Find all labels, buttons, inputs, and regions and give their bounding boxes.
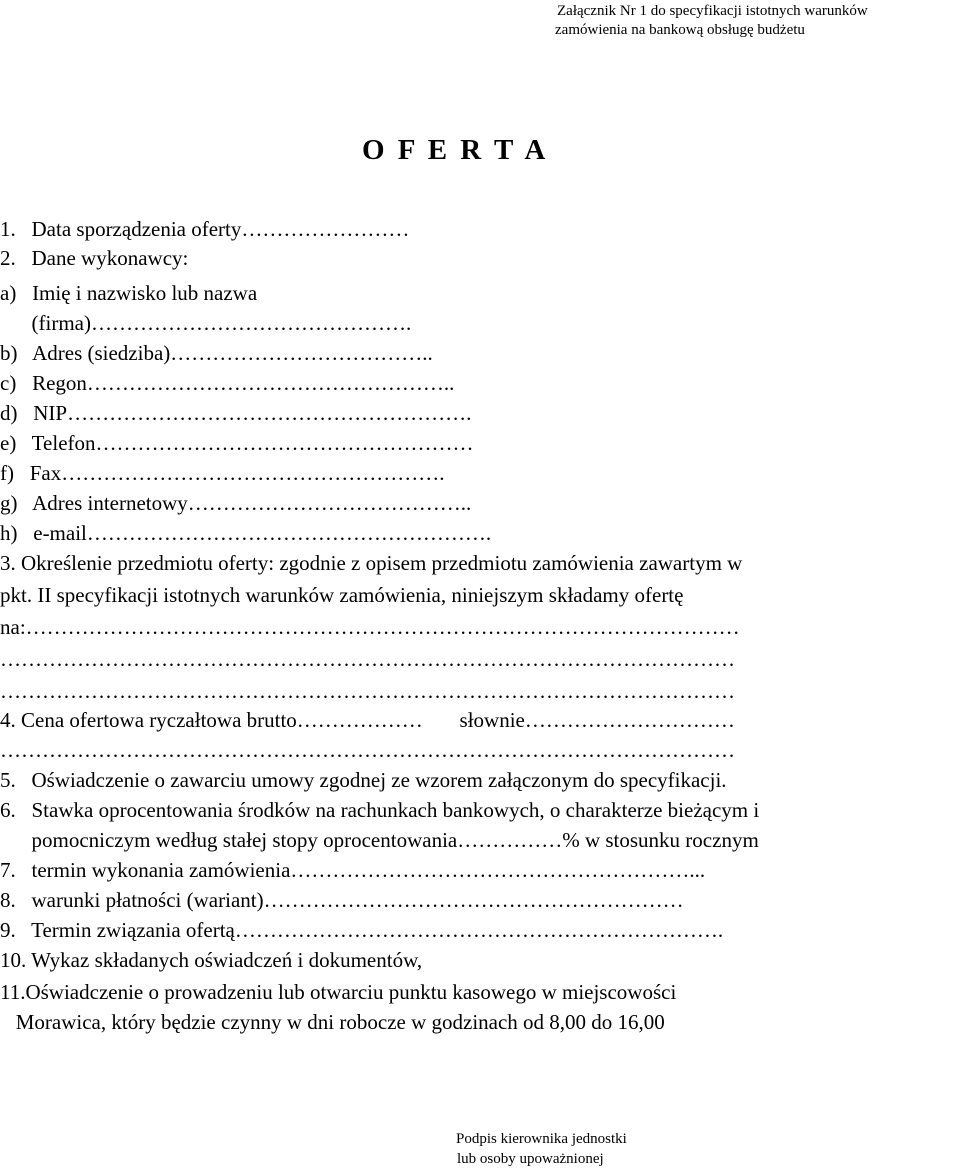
item-7-deadline: 7. termin wykonania zamówienia…………………………………………………... [0,858,706,882]
signature-line-2: lub osoby upoważnionej [457,1151,604,1167]
item-1-date: 1. Data sporządzenia oferty…………………… [0,217,410,241]
item-5-statement: 5. Oświadczenie o zawarciu umowy zgodnej ze wzorem załączonym do specyfikacji. [0,768,727,792]
item-11-line-1: 11.Oświadczenie o prowadzeniu lub otwarciu punktu kasowego w miejscowości [0,980,677,1004]
item-2f-fax: f) Fax………………………………………………. [0,461,445,485]
item-3-line-5: …………………………………………………………………………………………… [0,679,735,703]
item-10-documents: 10. Wykaz składanych oświadczeń i dokumentów, [0,948,423,972]
item-3-line-4: …………………………………………………………………………………………… [0,647,735,671]
item-2c-regon: c) Regon…………………………………………….. [0,371,455,395]
item-2e-phone: e) Telefon……………………………………………… [0,431,474,455]
item-2-contractor: 2. Dane wykonawcy: [0,246,189,270]
item-6-line-1: 6. Stawka oprocentowania środków na rachunkach bankowych, o charakterze bieżącym i [0,798,760,822]
item-2g-website: g) Adres internetowy………………………………….. [0,491,472,515]
document-title: O F E R T A [362,134,549,166]
header-line-2: zamówienia na bankową obsługę budżetu [555,22,805,38]
signature-line-1: Podpis kierownika jednostki [456,1131,627,1147]
item-6-line-2: pomocniczym według stałej stopy oprocentowania……………% w stosunku rocznym [0,828,759,852]
item-3-line-2: pkt. II specyfikacji istotnych warunków zamówienia, niniejszym składamy ofertę [0,583,684,607]
item-2d-nip: d) NIP…………………………………………………. [0,401,472,425]
item-8-payment: 8. warunki płatności (wariant)…………………………………………………… [0,888,684,912]
item-2h-email: h) e-mail…………………………………………………. [0,521,492,545]
item-3-line-3: na:………………………………………………………………………………………… [0,615,740,639]
item-3-line-1: 3. Określenie przedmiotu oferty: zgodnie z opisem przedmiotu zamówienia zawartym w [0,551,743,575]
item-2a-firm: (firma)………………………………………. [0,311,412,335]
header-line-1: Załącznik Nr 1 do specyfikacji istotnych warunków [557,3,868,19]
item-2b-address: b) Adres (siedziba)……………………………….. [0,341,433,365]
item-11-line-2: Morawica, który będzie czynny w dni robocze w godzinach od 8,00 do 16,00 [0,1010,665,1034]
item-2a-name: a) Imię i nazwisko lub nazwa [0,281,258,305]
item-9-binding-period: 9. Termin związania ofertą……………………………………………………………. [0,918,724,942]
item-4-price: 4. Cena ofertowa ryczałtowa brutto……………… słownie………………………… [0,708,735,732]
item-4-price-words: …………………………………………………………………………………………… [0,738,735,762]
